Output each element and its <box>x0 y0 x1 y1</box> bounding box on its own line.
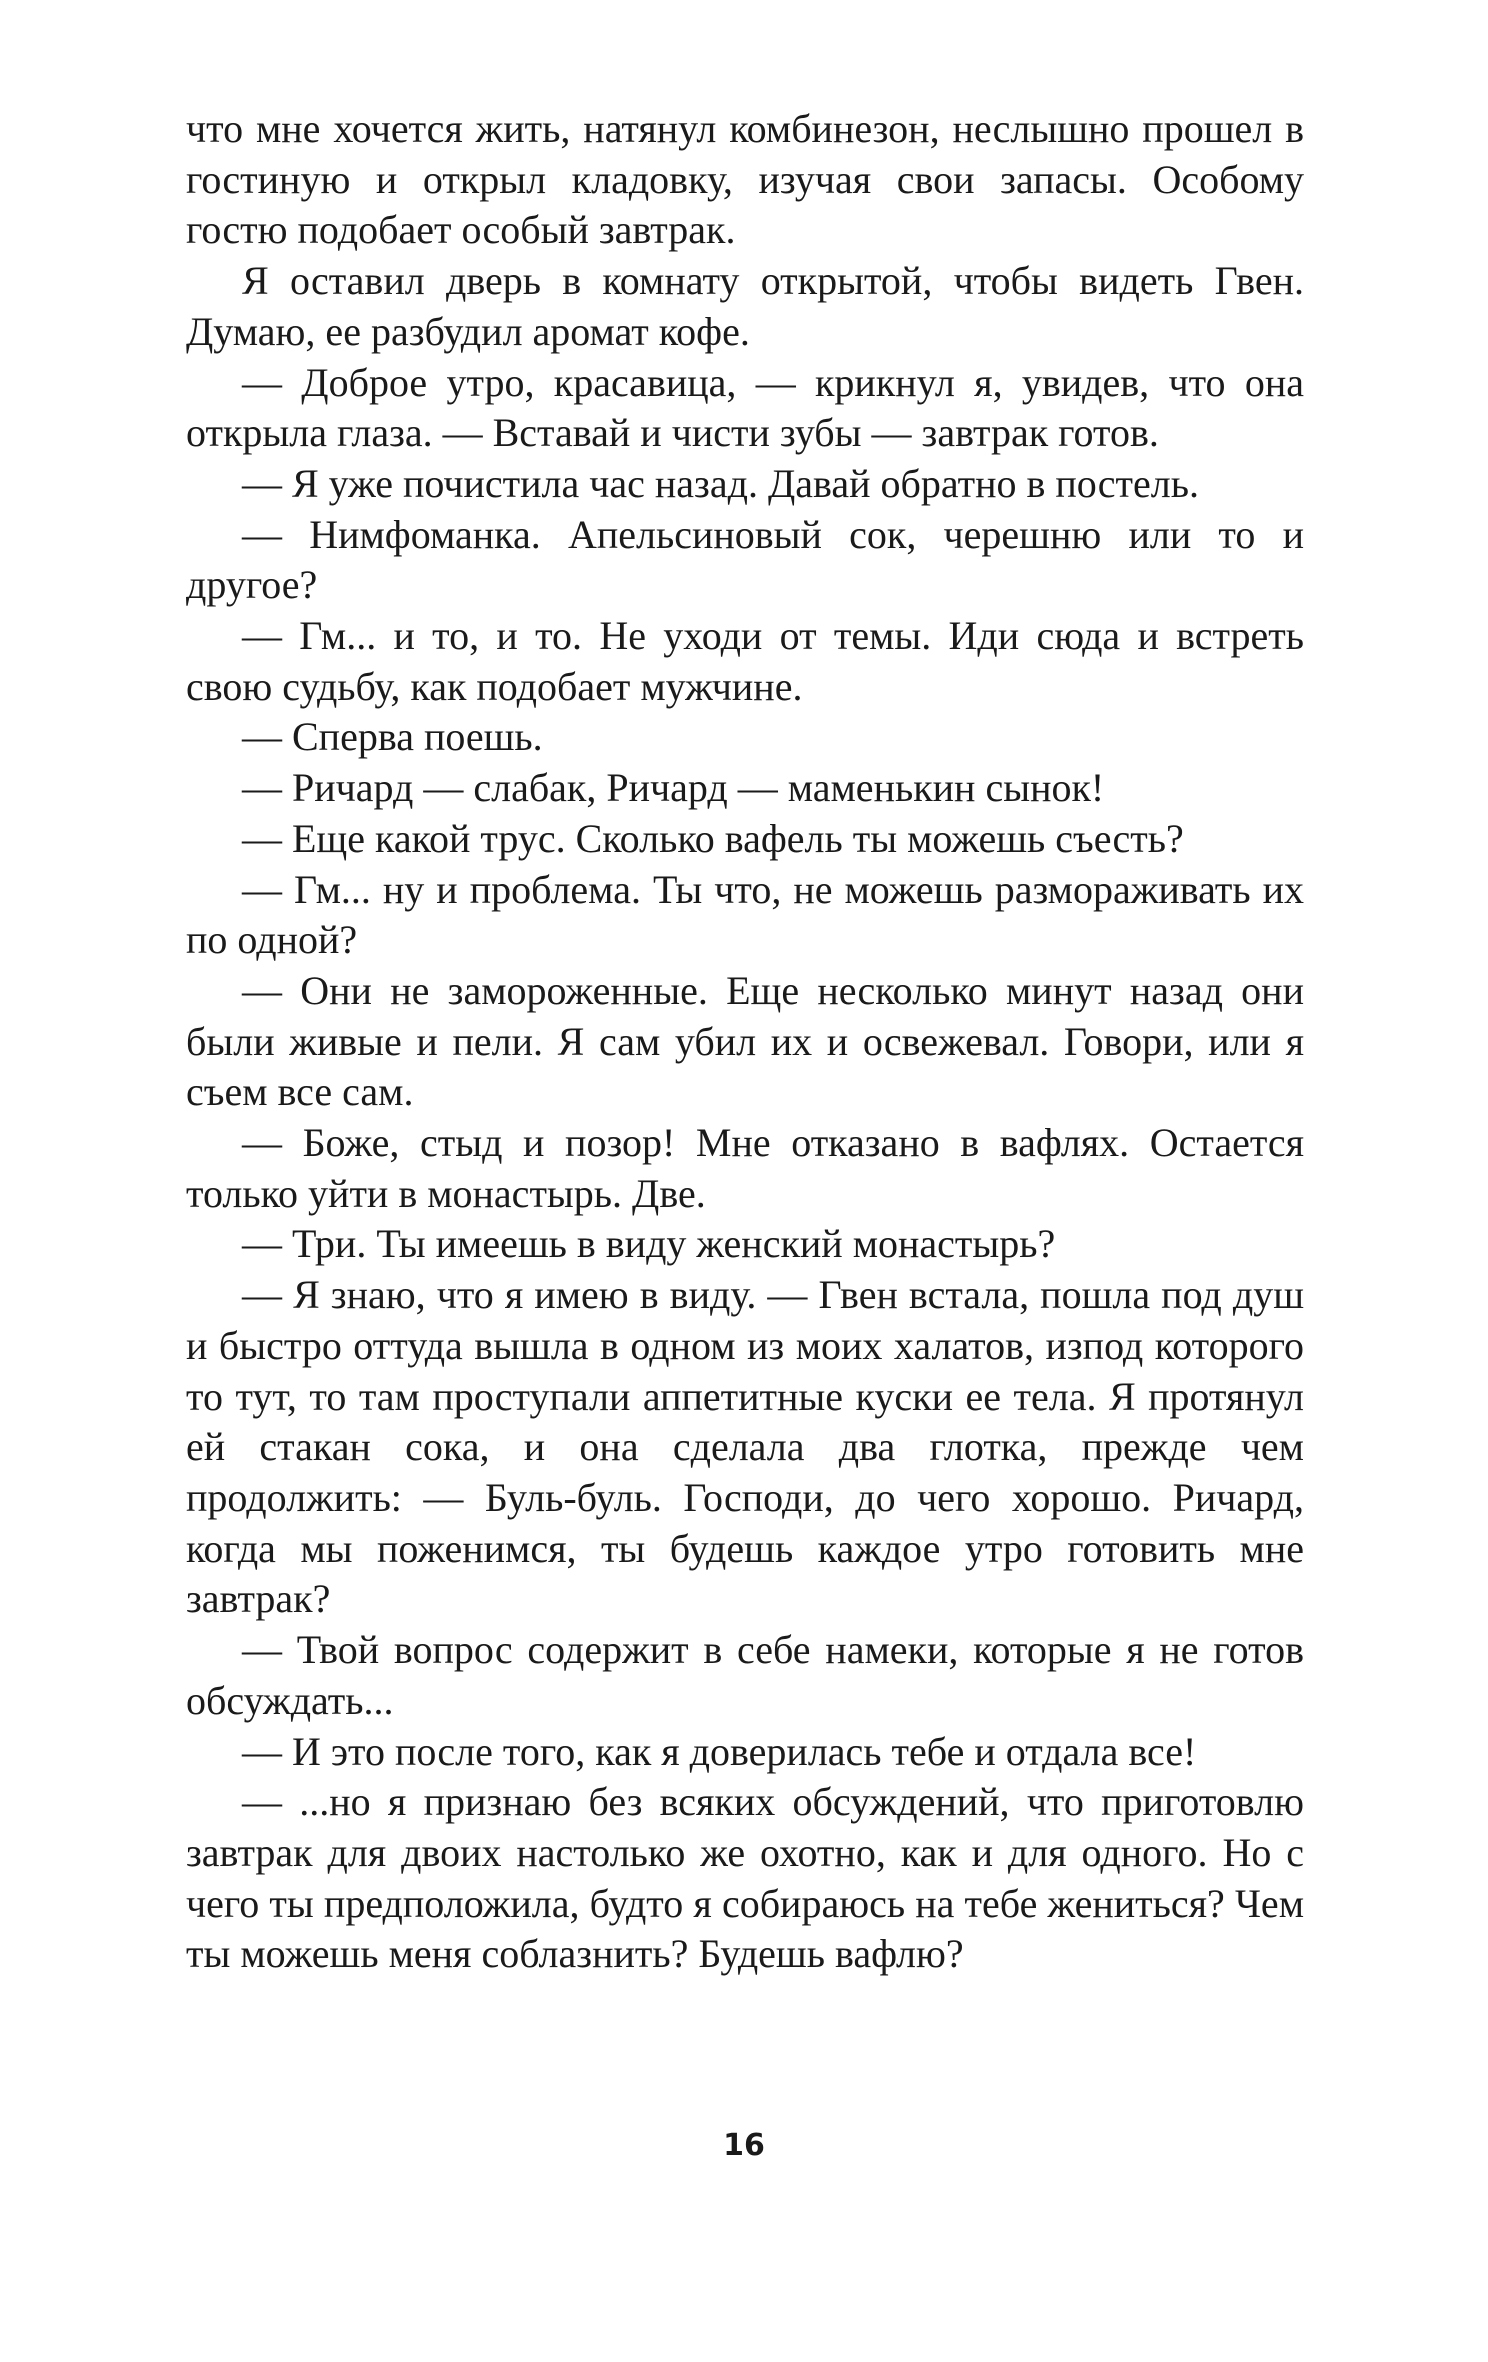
paragraph-2: Я оставил дверь в комнату открытой, чтобы видеть Гвен. Думаю, ее разбудил аромат кофе. <box>186 258 1304 354</box>
page-number: 16 <box>723 2128 765 2163</box>
paragraph-9: — Еще какой трус. Сколько вафель ты можешь съесть? <box>242 815 1184 861</box>
paragraph-3: — Доброе утро, красавица, — крикнул я, увидев, что она открыла глаза. — Вставай и чисти зубы — завтрак готов. <box>186 359 1304 456</box>
paragraph-11: — Они не замороженные. Еще несколько минут назад они были живые и пели. Я сам убил их и освежевал. Говори, или я съем все сам. <box>186 967 1304 1115</box>
paragraph-12: — Боже, стыд и позор! Мне отказано в вафлях. Остается только уйти в монастырь. Две. <box>186 1120 1304 1216</box>
paragraph-17: — ...но я признаю без всяких обсуждений, что приготовлю завтрак для двоих настолько же охотно, как и для одного. Но с чего ты предположила, будто я собираюсь на тебе жениться? Чем ты можешь меня соблазнить? Будешь вафлю? <box>186 1779 1304 1977</box>
paragraph-8: — Ричард — слабак, Ричард — маменькин сынок! <box>242 765 1105 811</box>
paragraph-16: — И это после того, как я доверилась тебе и отдала все! <box>242 1728 1197 1774</box>
paragraph-5: — Нимфоманка. Апельсиновый сок, черешню или то и другое? <box>186 511 1304 608</box>
page-text <box>186 104 1304 1980</box>
paragraph-14: — Я знаю, что я имею в виду. — Гвен встала, пошла под душ и быстро оттуда вышла в одном из моих халатов, изпод которого то тут, то там проступали аппетитные куски ее тела. Я протянул ей стакан сока, и она сделала два глотка, прежде чем продолжить: — Буль-буль. Господи, до чего хорошо. Ричард, когда мы поженимся, ты будешь каждое утро готовить мне завтрак? <box>186 1272 1304 1622</box>
paragraph-13: — Три. Ты имеешь в виду женский монастырь? <box>242 1221 1056 1267</box>
paragraph-4: — Я уже почистила час назад. Давай обратно в постель. <box>242 460 1199 506</box>
paragraph-7: — Сперва поешь. <box>242 714 543 760</box>
paragraph-1: что мне хочется жить, натянул комбинезон, неслышно прошел в гостиную и открыл кладовку, изучая свои запасы. Особому гостю подобает особый завтрак. <box>186 106 1304 253</box>
paragraph-10: — Гм... ну и проблема. Ты что, не можешь размораживать их по одной? <box>186 866 1304 963</box>
paragraph-15: — Твой вопрос содержит в себе намеки, которые я не готов обсуждать... <box>186 1627 1304 1723</box>
paragraph-6: — Гм... и то, и то. Не уходи от темы. Иди сюда и встреть свою судьбу, как подобает мужчине. <box>186 613 1304 709</box>
